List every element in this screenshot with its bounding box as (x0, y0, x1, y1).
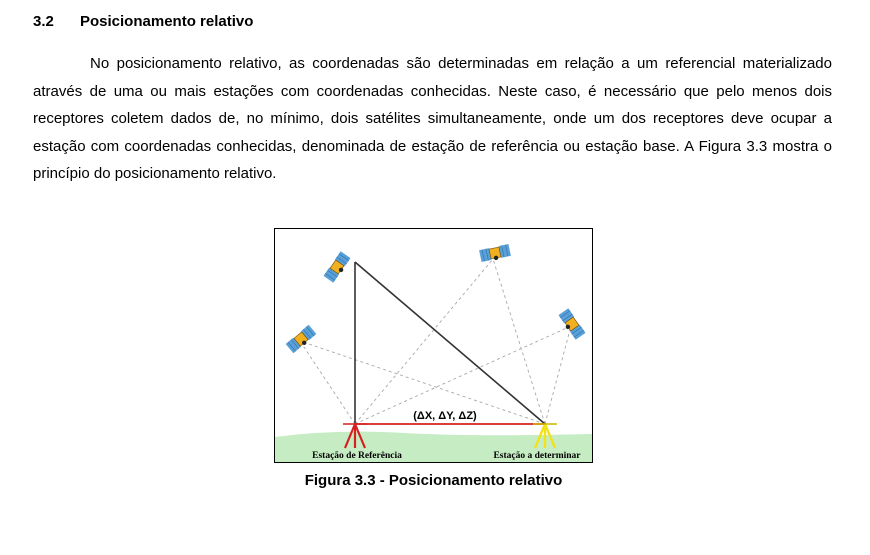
section-number: 3.2 (33, 13, 54, 30)
section-title: Posicionamento relativo (80, 13, 254, 30)
satellite-right (557, 308, 585, 340)
satellite-top-right (479, 244, 511, 263)
baseline-label: (ΔX, ΔY, ΔZ) (413, 410, 477, 422)
satellite-upper-left (323, 251, 351, 283)
body-paragraph: No posicionamento relativo, as coordenadas são determinadas em relação a um referencial materializado através de uma ou mais estações com coordenadas conhecidas. Neste caso, é necessário que pelo menos dois receptores coletem dados de, no mínimo, dois satélites simultaneamente, onde um dos receptores deve ocupar a estação com coordenadas conhecidas, denominada de estação de referência ou estação base. A Figura 3.3 mostra o princípio do posicionamento relativo. (33, 55, 832, 182)
satellite-left (286, 325, 317, 354)
unknown-station-label: Estação a determinar (493, 451, 581, 461)
figure-diagram (275, 229, 592, 462)
solid-lines (355, 262, 545, 424)
figure-caption: Figura 3.3 - Posicionamento relativo (304, 472, 563, 489)
figure-relative-positioning (274, 228, 593, 463)
signal-lines (300, 259, 571, 424)
section-heading (33, 13, 253, 30)
reference-station-label: Estação de Referência (312, 451, 402, 461)
